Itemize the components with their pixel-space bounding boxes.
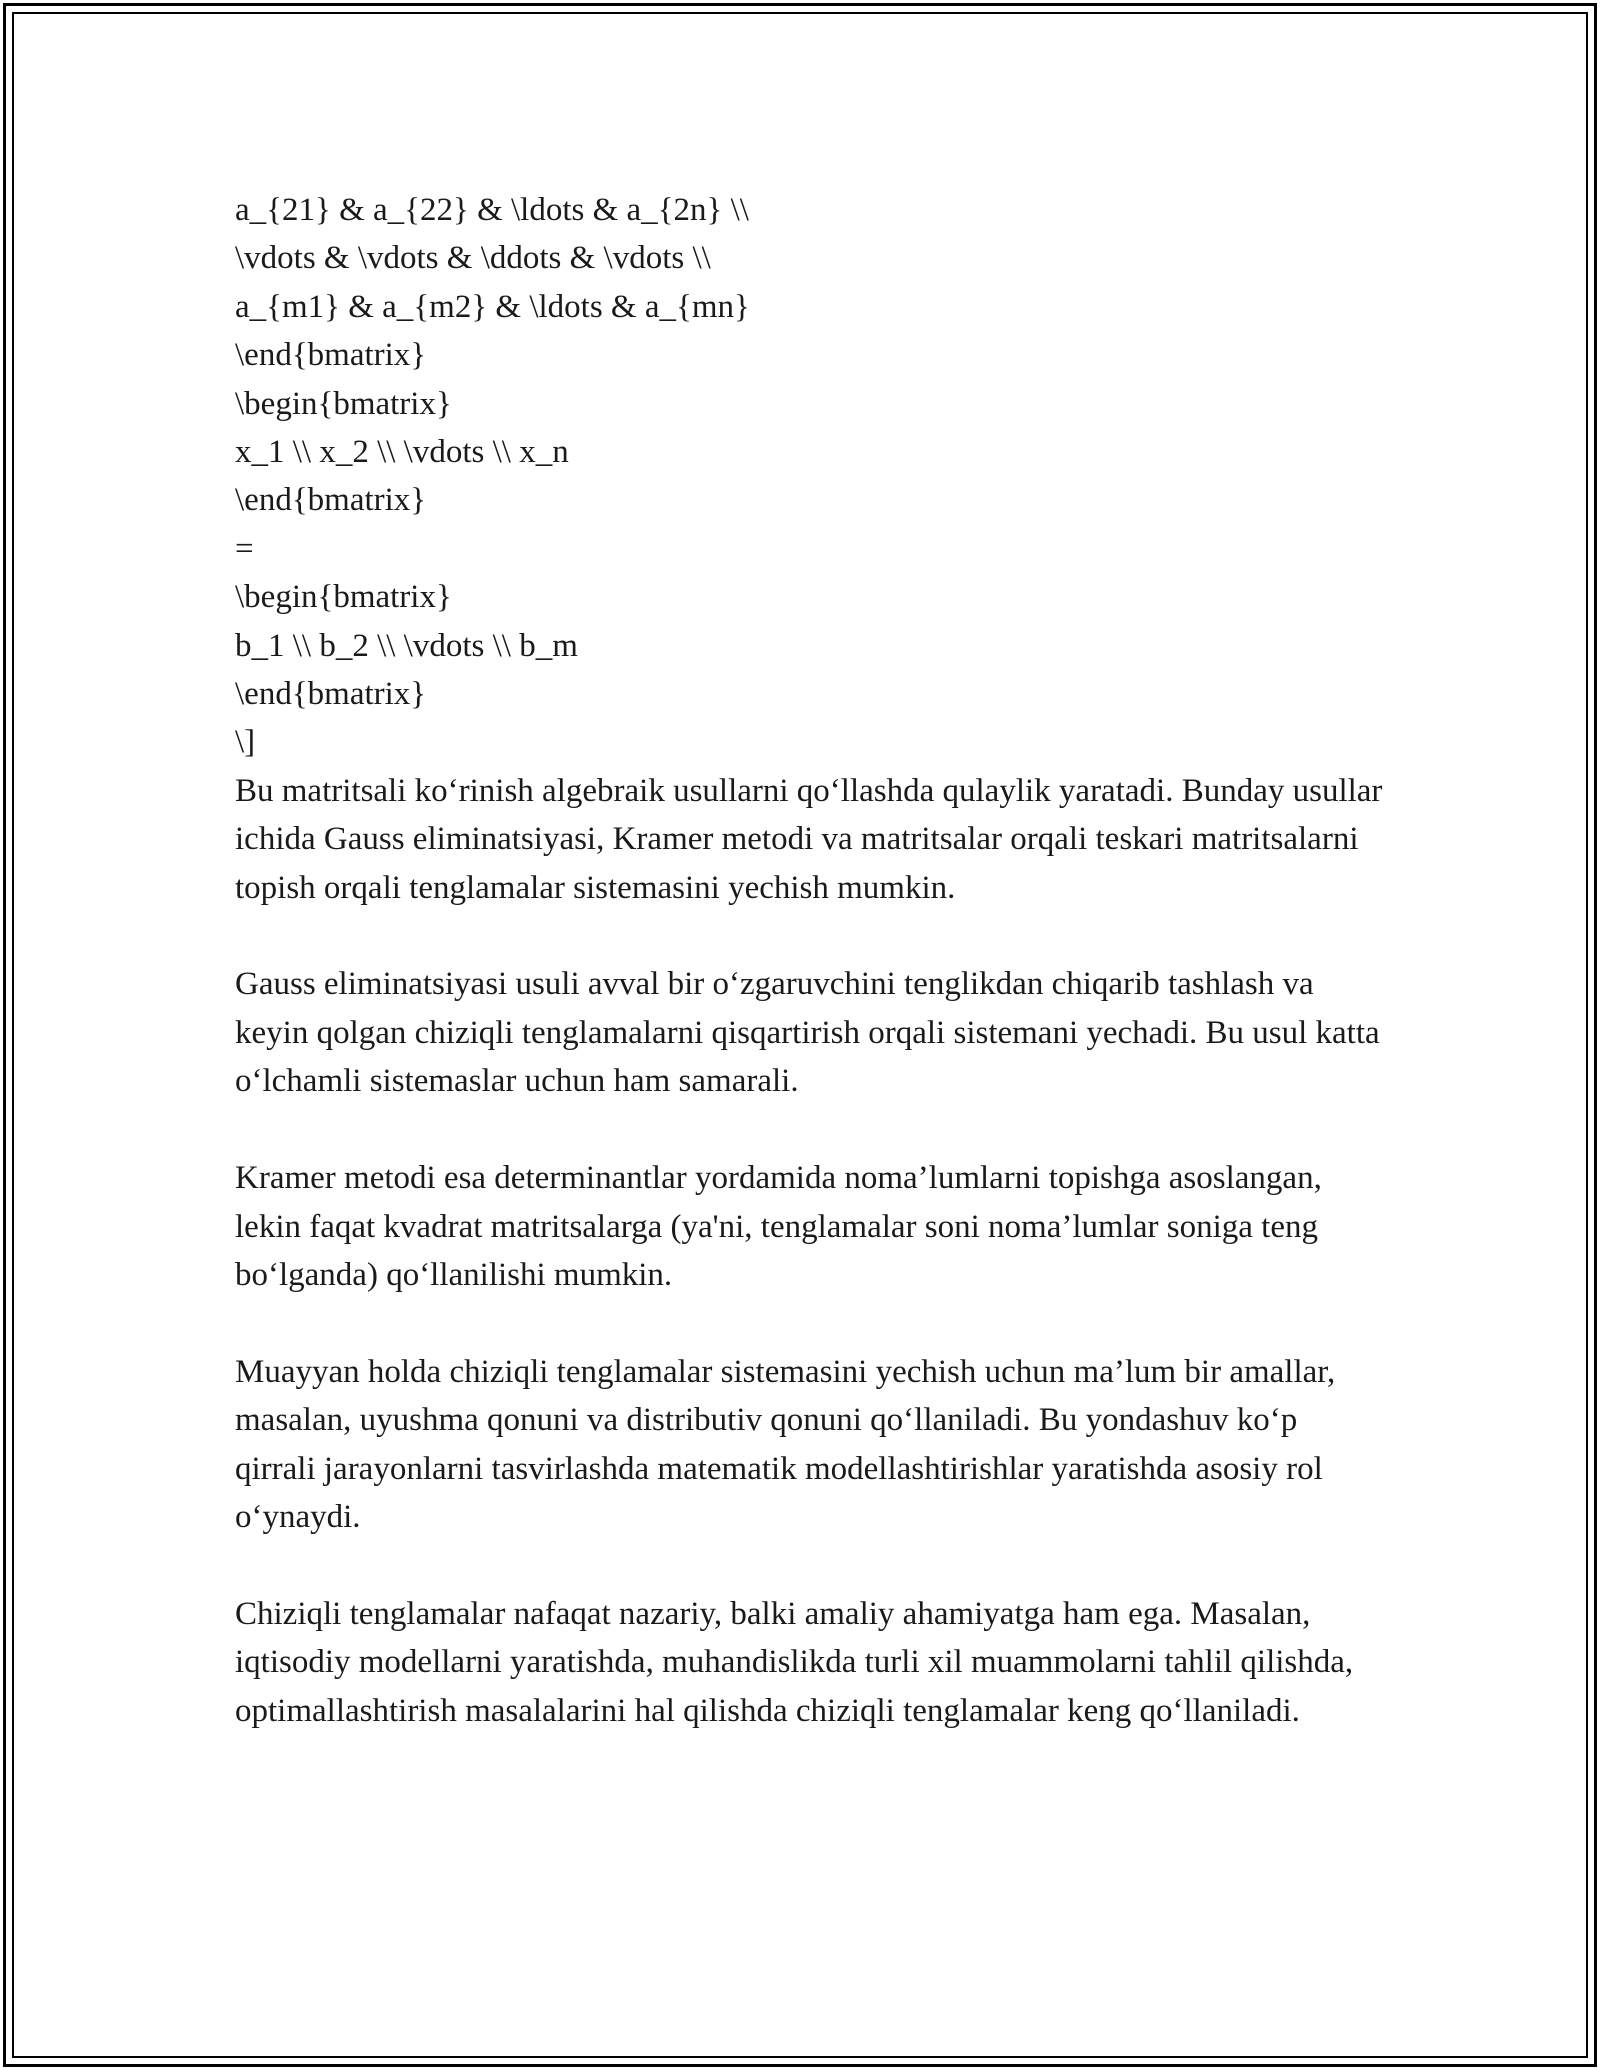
- code-line: \vdots & \vdots & \ddots & \vdots \\: [235, 240, 711, 277]
- code-line: \begin{bmatrix}: [235, 579, 452, 616]
- paragraph-matrix-form: Bu matritsali ko‘rinish algebraik usullarni qo‘llashda qulaylik yaratadi. Bunday usullar ichida Gauss eliminatsiyasi, Kramer metodi va matritsalar orqali teskari matritsalarni topish orqali tenglamalar sistemasini yechish mumkin.: [235, 772, 1383, 906]
- code-line: \end{bmatrix}: [235, 676, 427, 713]
- code-line: \begin{bmatrix}: [235, 385, 452, 422]
- text-paragraphs: [235, 767, 1385, 1735]
- code-line: =: [235, 530, 254, 567]
- paragraph-gauss-elimination: Gauss eliminatsiyasi usuli avval bir o‘zgaruvchini tenglikdan chiqarib tashlash va keyin qolgan chiziqli tenglamalarni qisqartirish orqali sistemani yechadi. Bu usul katta o‘lchamli sistemaslar uchun ham samarali.: [235, 966, 1380, 1100]
- code-line: \]: [235, 724, 256, 761]
- document-body: [235, 186, 1385, 1735]
- code-line: x_1 \\ x_2 \\ \vdots \\ x_n: [235, 434, 569, 471]
- code-line: \end{bmatrix}: [235, 482, 427, 519]
- code-line: a_{21} & a_{22} & \ldots & a_{2n} \\: [235, 192, 749, 228]
- paragraph-applications: Chiziqli tenglamalar nafaqat nazariy, balki amaliy ahamiyatga ham ega. Masalan, iqtisodiy modellarni yaratishda, muhandislikda turli xil muammolarni tahlil qilishda, optimallashtirish masalalarini hal qilishda chiziqli tenglamalar keng qo‘llaniladi.: [235, 1595, 1354, 1729]
- code-line: \end{bmatrix}: [235, 337, 427, 374]
- code-line: a_{m1} & a_{m2} & \ldots & a_{mn}: [235, 288, 750, 325]
- code-line: b_1 \\ b_2 \\ \vdots \\ b_m: [235, 627, 578, 664]
- paragraph-laws: Muayyan holda chiziqli tenglamalar sistemasini yechish uchun ma’lum bir amallar, masalan, uyushma qonuni va distributiv qonuni qo‘llaniladi. Bu yondashuv ko‘p qirrali jarayonlarni tasvirlashda matematik modellashtirishlar yaratishda asosiy rol o‘ynaydi.: [235, 1353, 1336, 1535]
- latex-code-block: [235, 186, 1385, 767]
- paragraph-cramer-method: Kramer metodi esa determinantlar yordamida noma’lumlarni topishga asoslangan, lekin faqat kvadrat matritsalarga (ya'ni, tenglamalar soni noma’lumlar soniga teng bo‘lganda) qo‘llanilishi mumkin.: [235, 1160, 1322, 1293]
